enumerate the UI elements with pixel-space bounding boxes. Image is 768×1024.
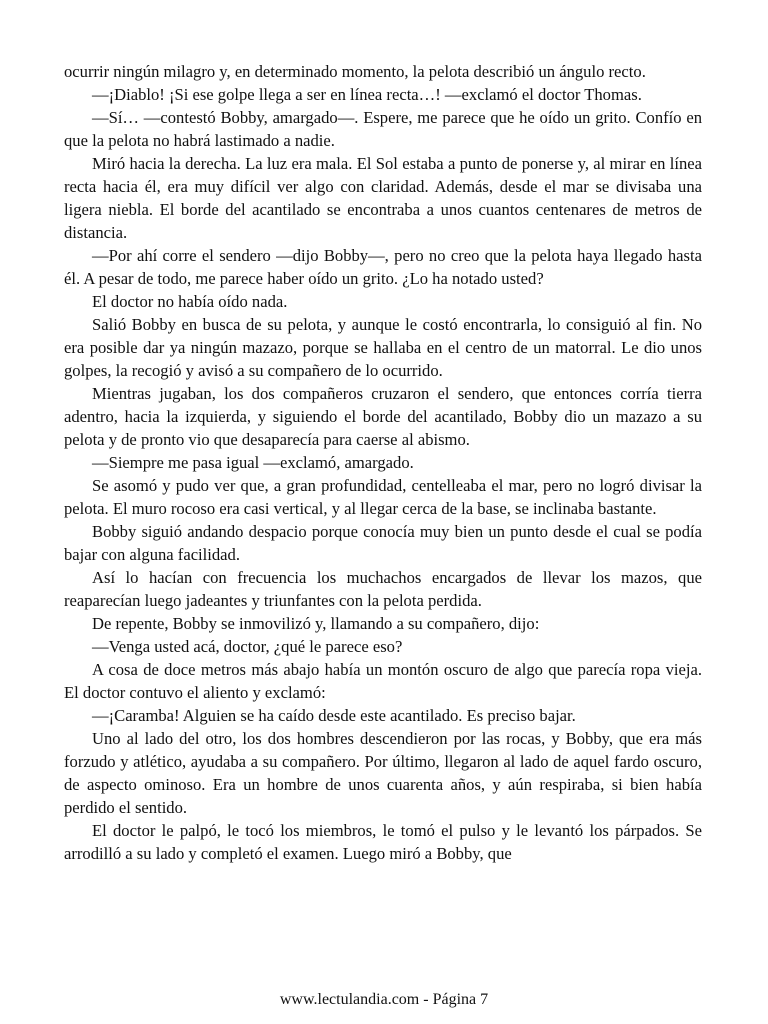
paragraph-9: —Siempre me pasa igual —exclamó, amargado. [92, 453, 414, 472]
paragraph-3: —Sí… —contestó Bobby, amargado—. Espere, me parece que he oído un grito. Confío en que la pelota no habrá lastimado a nadie. [64, 108, 702, 150]
paragraph-7: Salió Bobby en busca de su pelota, y aunque le costó encontrarla, lo consiguió al fin. No era posible dar ya ningún mazazo, porque se hallaba en el centro de un matorral. Le dio unos golpes, la recogió y avisó a su compañero de lo ocurrido. [64, 315, 702, 380]
paragraph-17: Uno al lado del otro, los dos hombres descendieron por las rocas, y Bobby, que era más forzudo y atlético, ayudaba a su compañero. Por último, llegaron al lado de aquel fardo oscuro, de aspecto ominoso. Era un hombre de unos cuarenta años, y aún respiraba, si bien había perdido el sentido. [64, 729, 702, 817]
paragraph-10: Se asomó y pudo ver que, a gran profundidad, centelleaba el mar, pero no logró divisar la pelota. El muro rocoso era casi vertical, y al llegar cerca de la base, se inclinaba bastante. [64, 476, 702, 518]
paragraph-14: —Venga usted acá, doctor, ¿qué le parece eso? [92, 637, 403, 656]
paragraph-8: Mientras jugaban, los dos compañeros cruzaron el sendero, que entonces corría tierra adentro, hacia la izquierda, y siguiendo el borde del acantilado, Bobby dio un mazazo a su pelota y de pronto vio que desaparecía para caerse al abismo. [64, 384, 702, 449]
paragraph-5: —Por ahí corre el sendero —dijo Bobby—, pero no creo que la pelota haya llegado hasta él. A pesar de todo, me parece haber oído un grito. ¿Lo ha notado usted? [64, 246, 702, 288]
paragraph-11: Bobby siguió andando despacio porque conocía muy bien un punto desde el cual se podía bajar con alguna facilidad. [64, 522, 702, 564]
paragraph-13: De repente, Bobby se inmovilizó y, llamando a su compañero, dijo: [92, 614, 540, 633]
paragraph-1: ocurrir ningún milagro y, en determinado momento, la pelota describió un ángulo recto. [64, 62, 646, 81]
paragraph-4: Miró hacia la derecha. La luz era mala. El Sol estaba a punto de ponerse y, al mirar en línea recta hacia él, era muy difícil ver algo con claridad. Además, desde el mar se divisaba una ligera niebla. El borde del acantilado se encontraba a unos cuantos centenares de metros de distancia. [64, 154, 702, 242]
paragraph-15: A cosa de doce metros más abajo había un montón oscuro de algo que parecía ropa vieja. El doctor contuvo el aliento y exclamó: [64, 660, 702, 702]
paragraph-16: —¡Caramba! Alguien se ha caído desde este acantilado. Es preciso bajar. [92, 706, 576, 725]
page-footer: www.lectulandia.com - Página 7 [279, 991, 489, 1008]
paragraph-12: Así lo hacían con frecuencia los muchachos encargados de llevar los mazos, que reaparecían luego jadeantes y triunfantes con la pelota perdida. [64, 568, 702, 610]
paragraph-18: El doctor le palpó, le tocó los miembros, le tomó el pulso y le levantó los párpados. Se arrodilló a su lado y completó el examen. Luego miró a Bobby, que [64, 821, 702, 863]
body-text [64, 60, 702, 865]
paragraph-2: —¡Diablo! ¡Si ese golpe llega a ser en línea recta…! —exclamó el doctor Thomas. [92, 85, 642, 104]
paragraph-6: El doctor no había oído nada. [92, 292, 288, 311]
